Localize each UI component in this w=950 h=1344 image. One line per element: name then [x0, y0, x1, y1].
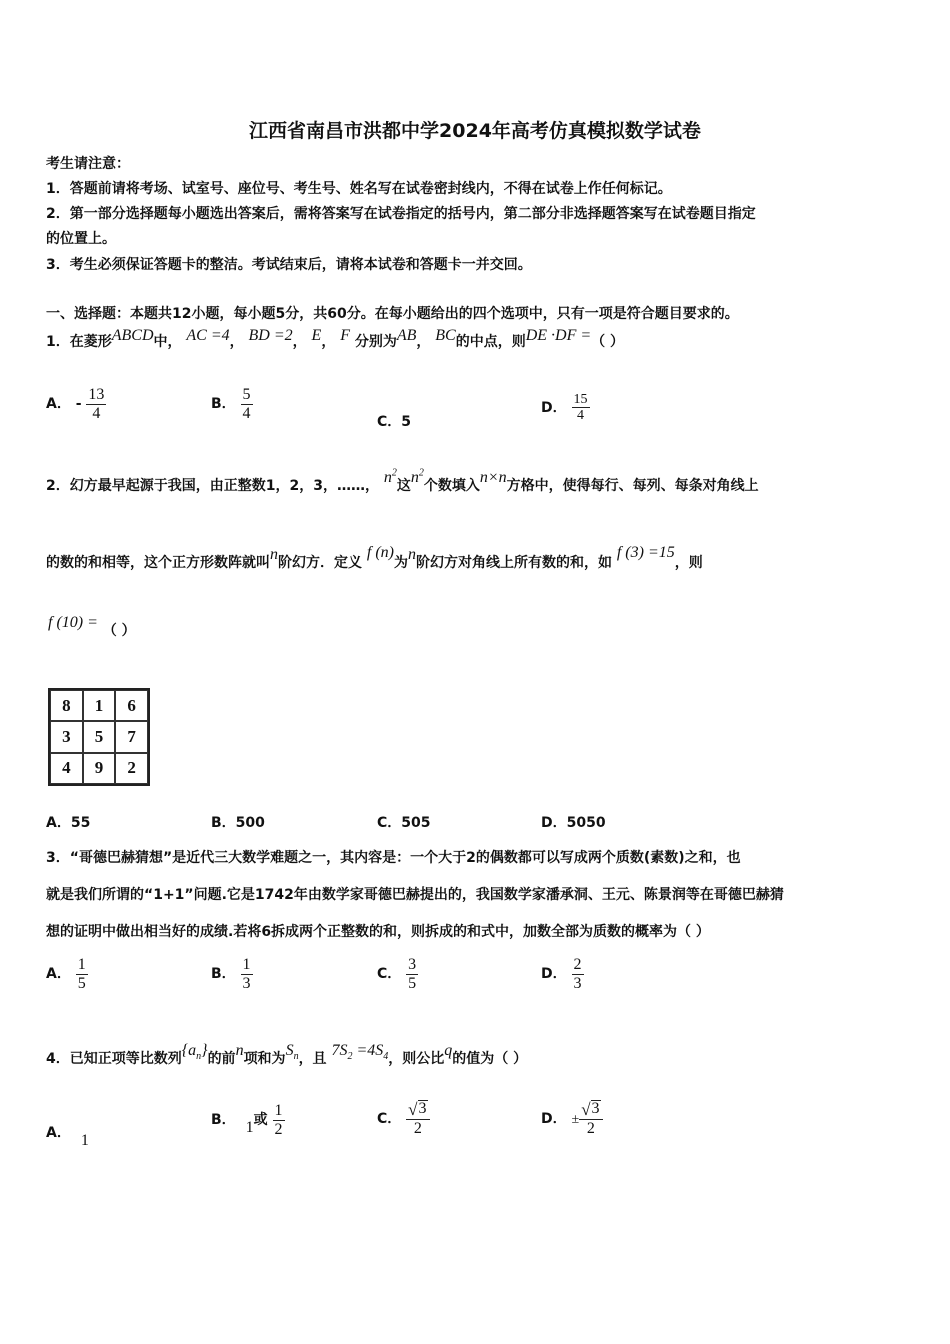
q3-option-a: A． $\frac{1}{5}$ [46, 956, 86, 992]
q2-option-d: D．5050 [541, 815, 606, 831]
fraction: $\frac{1}{3}$ [242, 956, 251, 992]
q2-option-c: C．505 [377, 815, 431, 831]
section-heading: 一、选择题：本题共12小题，每小题5分，共60分。在每小题给出的四个选项中，只有一项是符合题目要求的。 [46, 306, 739, 322]
q1-option-d [541, 392, 590, 424]
question-4-stem [46, 1042, 528, 1070]
q1-text: 分别为 [354, 334, 397, 350]
q2-math: f (10) = [48, 614, 98, 631]
notice-heading: 考生请注意： [46, 156, 130, 172]
question-2-line1 [46, 467, 759, 495]
q4-text: ，则公比 [388, 1051, 445, 1067]
q4-text: 4．已知正项等比数列 [46, 1051, 182, 1067]
q1-text: ， [321, 334, 336, 350]
option-label: D． [541, 399, 567, 416]
q2-text: 这 [396, 478, 411, 494]
q2-math: n [407, 546, 416, 563]
q2-text: 2．幻方最早起源于我国，由正整数1，2，3，……， [46, 478, 379, 494]
q1-math: BC [435, 327, 456, 344]
q1-math: AC =4 [186, 327, 230, 344]
q1-text: 中， [153, 334, 182, 350]
q1-text: ， [416, 334, 431, 350]
q4-option-d: D． ± √ 3 2 [541, 1100, 603, 1138]
question-3-line: 想的证明中做出相当好的成绩.若将6拆成两个正整数的和，则拆成的和式中，加数全部为质数的概率为（ ） [46, 924, 710, 940]
q2-math: $n^2$ [383, 467, 397, 486]
magic-square-cell: 5 [83, 721, 116, 752]
q2-math: $n^2$ [410, 467, 424, 486]
option-value: 1 [80, 1132, 89, 1149]
q2-text: 阶幻方．定义 [278, 555, 362, 571]
fraction: $\frac{3}{5}$ [408, 956, 417, 992]
notice-item: 2．第一部分选择题每小题选出答案后，需将答案写在试卷指定的括号内，第二部分非选择题答案写在试卷题目指定 [46, 206, 756, 222]
fraction: $\frac{13}{4}$ [88, 386, 105, 422]
option-sign: - [75, 396, 82, 413]
q1-text: 的中点，则 [455, 334, 526, 350]
q2-text: 阶幻方对角线上所有数的和，如 [415, 555, 612, 571]
question-3-line: 就是我们所谓的“1+1”问题.它是1742年由数学家哥德巴赫提出的，我国数学家潘承洞、王元、陈景润等在哥德巴赫猜 [46, 887, 784, 903]
fraction: √ 3 2 [579, 1100, 602, 1138]
q2-math: f (n) [366, 544, 394, 561]
question-2-line3 [48, 614, 136, 640]
q2-text: 个数填入 [423, 478, 480, 494]
answer-paren: （ ） [102, 623, 136, 639]
fraction: √ 3 2 [406, 1100, 429, 1138]
q4-text: ，且 [298, 1051, 327, 1067]
magic-square-cell: 4 [50, 753, 83, 784]
q4-option-a: A． 1 [46, 1125, 89, 1149]
notice-item: 3．考生必须保证答题卡的整洁。考试结束后，请将本试卷和答题卡一并交回。 [46, 257, 532, 273]
magic-square-cell: 7 [115, 721, 148, 752]
sqrt-symbol: √ 3 [408, 1099, 427, 1119]
option-label: B． [211, 396, 236, 413]
q2-option-b: B．500 [211, 815, 265, 831]
q1-text: （ ） [591, 334, 625, 350]
q2-option-a: A．55 [46, 815, 91, 831]
sqrt-symbol: √ 3 [581, 1099, 600, 1119]
question-2-line2 [46, 544, 703, 572]
q2-text: 方格中，使得每行、每列、每条对角线上 [506, 478, 759, 494]
option-value: 1 [245, 1119, 254, 1137]
magic-square-figure [48, 688, 150, 786]
fraction: $\frac{2}{3}$ [573, 956, 582, 992]
q4-math: q [444, 1042, 453, 1059]
magic-square-cell: 1 [83, 690, 116, 721]
option-text: 或 [253, 1112, 268, 1129]
q3-option-b: B． $\frac{1}{3}$ [211, 956, 251, 992]
q4-option-c: C． √ 3 2 [377, 1100, 430, 1138]
q2-text: 的数的和相等，这个正方形数阵就叫 [46, 555, 270, 571]
q2-math: f (3) =15 [616, 544, 675, 561]
q3-option-c: C． $\frac{3}{5}$ [377, 956, 417, 992]
q3-option-d: D． $\frac{2}{3}$ [541, 956, 582, 992]
q4-text: 的值为（ ） [452, 1051, 528, 1067]
q2-math: n [270, 546, 278, 563]
fraction: $\frac{1}{2}$ [274, 1102, 283, 1138]
option-sign: ± [571, 1111, 580, 1127]
q4-equation: $7S_2 =4S_4$ [331, 1042, 389, 1063]
q1-math: DE ·DF = [525, 327, 592, 344]
q2-text: 为 [393, 555, 408, 571]
option-label: A． [46, 396, 71, 413]
magic-square-cell: 3 [50, 721, 83, 752]
magic-square-cell: 6 [115, 690, 148, 721]
q1-math: ABCD [111, 327, 154, 344]
q1-math: AB [396, 327, 417, 344]
q1-text: ， [229, 334, 244, 350]
q1-math: E [311, 327, 322, 344]
option-label: C． [377, 414, 402, 430]
q4-text: 项和为 [243, 1051, 286, 1067]
notice-item: 的位置上。 [46, 231, 116, 247]
magic-square-cell: 8 [50, 690, 83, 721]
q1-math: BD =2 [248, 327, 293, 344]
magic-square-cell: 9 [83, 753, 116, 784]
option-value: 5 [401, 414, 412, 430]
q1-option-c [377, 411, 411, 431]
q4-option-b: B． 1或 $\frac{1}{2}$ [211, 1102, 283, 1138]
q1-option-b [211, 386, 253, 422]
q1-math: F [340, 327, 350, 344]
q4-text: 的前 [207, 1051, 236, 1067]
q1-text: 1．在菱形 [46, 334, 112, 350]
question-3-line: 3．“哥德巴赫猜想”是近代三大数学难题之一，其内容是：一个大于2的偶数都可以写成两个质数(素数)之和，也 [46, 850, 741, 866]
page-title: 江西省南昌市洪都中学2024年高考仿真模拟数学试卷 [249, 120, 701, 142]
question-1-stem [46, 327, 625, 351]
fraction: $\frac{1}{5}$ [77, 956, 86, 992]
notice-item: 1．答题前请将考场、试室号、座位号、考生号、姓名写在试卷密封线内，不得在试卷上作任何标记。 [46, 181, 672, 197]
q2-text: ，则 [674, 555, 703, 571]
q4-math: $S_n$ [285, 1042, 299, 1063]
q4-sequence: $\{a_n\}$ [181, 1042, 208, 1063]
fraction: $\frac{5}{4}$ [242, 386, 251, 422]
q4-math: n [235, 1042, 244, 1059]
magic-square-cell: 2 [115, 753, 148, 784]
fraction: $\frac{15}{4}$ [573, 392, 588, 424]
q1-text: ， [292, 334, 307, 350]
q2-math: n×n [479, 469, 507, 486]
q1-option-a [46, 386, 106, 422]
